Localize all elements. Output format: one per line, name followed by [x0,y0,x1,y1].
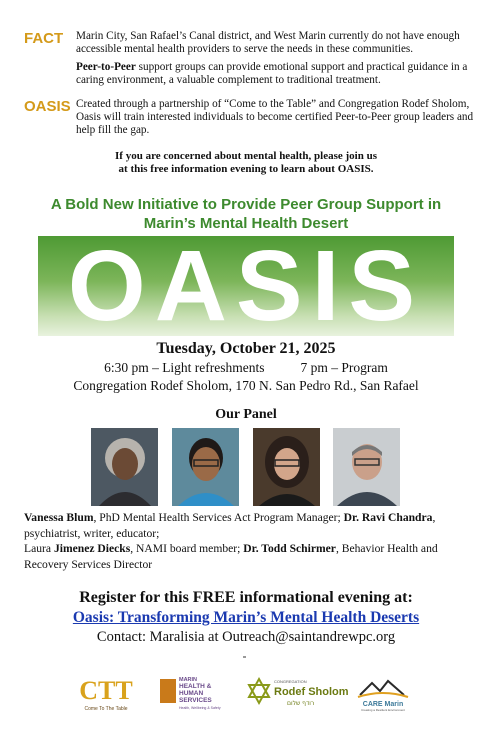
bio-name-3: Jimenez Diecks [53,542,131,556]
time-program: 7 pm – Program [300,360,388,375]
bio-name-4: Dr. Todd Schirmer [243,542,336,556]
event-venue: Congregation Rodef Sholom, 170 N. San Pedro Rd., San Rafael [73,378,419,393]
rs-name: Rodef Sholom [274,686,349,698]
rs-hebrew: רודף שלום [287,700,315,707]
ctt-logo-text: CTT [79,676,133,705]
banner-text: OASIS [67,230,425,342]
oasis-label: OASIS [24,98,71,115]
panel-bios [24,510,472,572]
peer-to-peer-bold: Peer-to-Peer [76,61,136,73]
register-text: Register for this FREE informational evening at: [79,589,413,606]
bio-pre-3: Laura [24,542,54,556]
event-time [0,360,492,376]
divider-dot [243,656,246,658]
fact-label: FACT [24,30,64,47]
rs-small: CONGREGATION [274,679,307,684]
headline-line-1: A Bold New Initiative to Provide Peer Group Support in [50,196,442,213]
peer-to-peer-text [76,61,476,87]
care-sub: Creating a Resilient Environment [361,708,405,712]
invite-text [0,150,492,176]
care-marin-logo [354,673,412,713]
oasis-text: Created through a partnership of “Come to the Table” and Congregation Rodef Sholom, Oasis will train interested individuals to become certified Peer-to-Peer group leaders and help fill the gap. [76,98,474,137]
hhs-line-1: MARIN [179,677,198,683]
rodef-sholom-logo [247,673,351,713]
headline [20,195,472,233]
bio-name-1: Vanessa Blum [24,511,94,524]
hhs-line-3: HUMAN [179,690,204,697]
bio-name-2: Dr. Ravi Chandra [343,511,433,524]
marin-hhs-logo [158,673,234,713]
time-refreshments: 6:30 pm – Light refreshments [104,360,265,375]
registration-link[interactable]: Oasis: Transforming Marin’s Mental Health Deserts [72,609,420,626]
headline-line-2: Marin’s Mental Health Desert [143,215,349,232]
bio-text-4: , Behavior Health and Recovery Services Director [24,542,438,571]
come-to-the-table-logo [77,673,135,713]
care-name: CARE Marin [362,701,404,708]
contact-text: Contact: Maralisia at Outreach@saintandrewpc.org [96,629,396,645]
fact-text: Marin City, San Rafael’s Canal district, and West Marin currently do not have enough accessible mental health providers to serve the needs in these communities. [76,30,460,56]
bio-text-1: , PhD Mental Health Services Act Program Manager; [93,511,344,524]
invite-line-2: at this free information evening to learn about OASIS. [118,163,374,175]
panelist-photo-4 [333,428,400,506]
panel-title: Our Panel [215,407,277,422]
event-date: Tuesday, October 21, 2025 [156,340,336,357]
hhs-line-4: SERVICES [179,697,212,704]
bio-text-3: , NAMI board member; [130,542,244,556]
peer-to-peer-rest: support groups can provide emotional support and practical guidance in a caring environment, a valuable complement to traditional treatment. [76,61,468,87]
ctt-logo-sub: Come To The Table [84,706,128,712]
bio-text-2: , psychiatrist, writer, educator; [24,511,436,540]
panelist-photo-3 [253,428,320,506]
panelist-photo-2 [172,428,239,506]
hhs-line-2: HEALTH & [179,683,212,690]
oasis-banner [38,230,454,342]
invite-line-1: If you are concerned about mental health, please join us [115,150,377,162]
hhs-sub: Health, Wellbeing & Safety [179,706,221,710]
panelist-photo-1 [91,428,158,506]
